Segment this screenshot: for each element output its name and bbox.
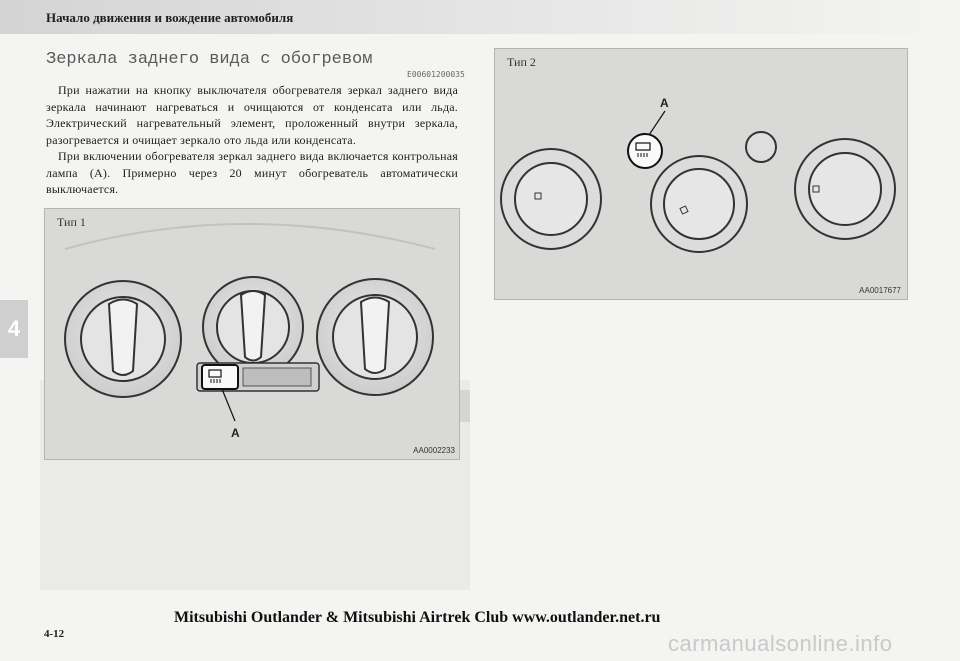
article-title: Зеркала заднего вида с обогревом [46, 50, 373, 69]
callout-letter-a: A [660, 96, 669, 110]
paragraph: При включении обогревателя зеркал заднего вида включается контрольная лампа (A). Примерно через 20 минут обогреватель автоматически выключается. [46, 149, 458, 196]
section-title: Начало движения и вождение автомобиля [46, 10, 294, 25]
figure-type-1 [44, 208, 460, 460]
figure-code: AA0002233 [413, 446, 455, 455]
small-button [746, 132, 776, 162]
article-body [46, 82, 458, 198]
figure-label: Тип 2 [507, 55, 536, 69]
chapter-tab: 4 [0, 300, 28, 358]
page-number: 4-12 [44, 628, 65, 640]
figure-code: AA0017677 [859, 286, 901, 295]
climate-control-panel-type-1 [45, 209, 459, 459]
mirror-heater-button [628, 134, 662, 168]
callout-letter-a: A [231, 426, 240, 440]
document-code: E00601200035 [407, 70, 465, 79]
paragraph: При нажатии на кнопку выключателя обогревателя зеркал заднего вида зеркала начинают нагреваться и очищаются от конденсата или льда. Электрический нагревательный элемент, проложенный внутри зеркала, разогревается и очищает зеркало ото льда или конденсата. [46, 83, 458, 147]
club-footer: Mitsubishi Outlander & Mitsubishi Airtrek Club www.outlander.net.ru [174, 609, 661, 626]
figure-type-2 [494, 48, 908, 300]
figure-label: Тип 1 [57, 215, 86, 229]
watermark: carmanualsonline.info [668, 631, 893, 656]
climate-control-panel-type-2 [495, 49, 907, 299]
